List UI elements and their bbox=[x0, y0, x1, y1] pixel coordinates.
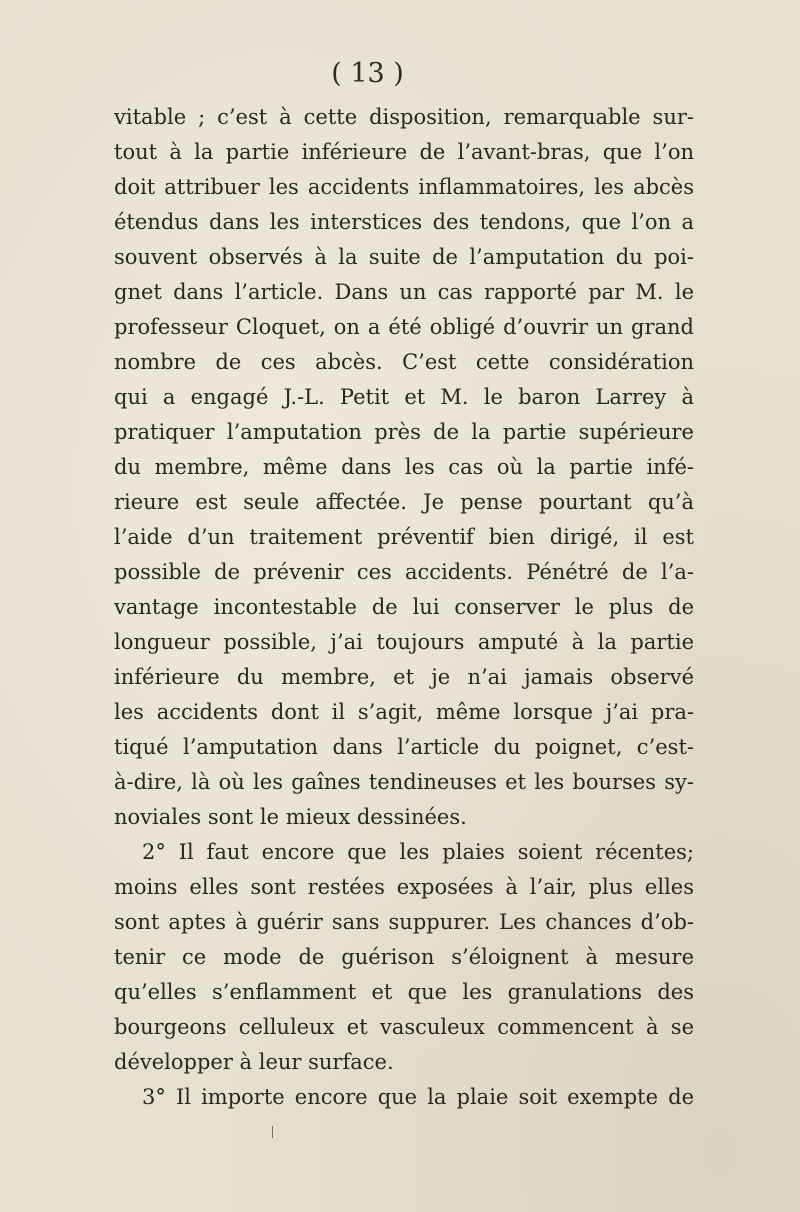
page-number: ( 13 ) bbox=[331, 58, 404, 89]
text-line: qui a engagé J.-L. Petit et M. le baron Larrey à bbox=[114, 385, 694, 409]
text-line: à-dire, là où les gaînes tendineuses et les bourses sy- bbox=[114, 770, 694, 794]
print-mark bbox=[272, 1126, 273, 1138]
text-line: pratiquer l’amputation près de la partie supérieure bbox=[114, 420, 694, 444]
text-line: bourgeons celluleux et vasculeux commencent à se bbox=[114, 1015, 694, 1039]
text-line: étendus dans les interstices des tendons, que l’on a bbox=[114, 210, 694, 234]
text-line: noviales sont le mieux dessinées. bbox=[114, 805, 467, 829]
text-line: 3° Il importe encore que la plaie soit exempte de bbox=[142, 1085, 694, 1109]
text-line: sont aptes à guérir sans suppurer. Les chances d’ob- bbox=[114, 910, 694, 934]
text-line: du membre, même dans les cas où la partie infé- bbox=[114, 455, 694, 479]
text-line: gnet dans l’article. Dans un cas rapporté par M. le bbox=[114, 280, 694, 304]
body-text bbox=[114, 100, 694, 1115]
text-line: moins elles sont restées exposées à l’air, plus elles bbox=[114, 875, 694, 899]
text-line: l’aide d’un traitement préventif bien dirigé, il est bbox=[114, 525, 694, 549]
text-line: tiqué l’amputation dans l’article du poignet, c’est- bbox=[114, 735, 694, 759]
text-line: vitable ; c’est à cette disposition, remarquable sur- bbox=[114, 105, 694, 129]
text-line: développer à leur surface. bbox=[114, 1050, 394, 1074]
text-line: rieure est seule affectée. Je pense pourtant qu’à bbox=[114, 490, 694, 514]
text-line: doit attribuer les accidents inflammatoires, les abcès bbox=[114, 175, 694, 199]
text-line: souvent observés à la suite de l’amputation du poi- bbox=[114, 245, 694, 269]
text-line: tenir ce mode de guérison s’éloignent à mesure bbox=[114, 945, 694, 969]
text-line: 2° Il faut encore que les plaies soient récentes; bbox=[142, 840, 694, 864]
text-line: inférieure du membre, et je n’ai jamais observé bbox=[114, 665, 694, 689]
text-line: tout à la partie inférieure de l’avant-bras, que l’on bbox=[114, 140, 694, 164]
text-line: nombre de ces abcès. C’est cette considération bbox=[114, 350, 694, 374]
text-line: qu’elles s’enflamment et que les granulations des bbox=[114, 980, 694, 1004]
text-line: longueur possible, j’ai toujours amputé à la partie bbox=[114, 630, 694, 654]
text-line: vantage incontestable de lui conserver le plus de bbox=[114, 595, 694, 619]
text-line: les accidents dont il s’agit, même lorsque j’ai pra- bbox=[114, 700, 694, 724]
text-line: professeur Cloquet, on a été obligé d’ouvrir un grand bbox=[114, 315, 694, 339]
text-line: possible de prévenir ces accidents. Pénétré de l’a- bbox=[114, 560, 694, 584]
